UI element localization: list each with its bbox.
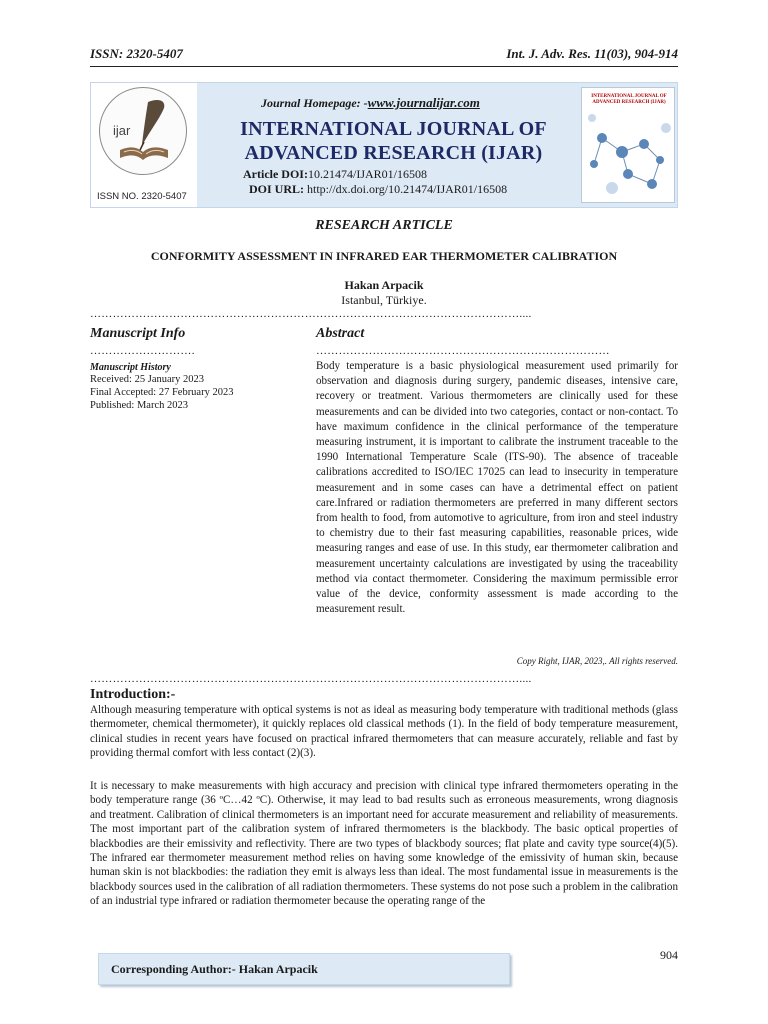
homepage-label: Journal Homepage: -: [261, 96, 368, 110]
issn-header: ISSN: 2320-5407: [90, 46, 183, 61]
manuscript-history-label: Manuscript History: [90, 362, 171, 373]
dotted-separator: ……………………………………………………………………………………………………....: [90, 673, 532, 685]
logo-text: ijar: [113, 123, 131, 138]
author-name: Hakan Arpacik: [344, 278, 424, 292]
copyright-notice: Copy Right, IJAR, 2023,. All rights reserved.: [516, 656, 678, 666]
citation-header: Int. J. Adv. Res. 11(03), 904-914: [506, 46, 678, 61]
author-affiliation: Istanbul, Türkiye.: [341, 293, 427, 307]
history-accepted: Final Accepted: 27 February 2023: [90, 387, 234, 398]
header-rule: [90, 66, 678, 67]
molecule-graphic-icon: [582, 108, 674, 202]
abstract-body: Body temperature is a basic physiological measurement used primarily for observation and diagnosis during surgery, pandemic diseases, intensive care, recovery or treatment. Various thermometers are clinically used for these measurements and can be divided into two categories, contact or non-contact. To have maximum confidence in the clinical performance of the temperature measuring instrument, it is important to calibrate the instrument traceable to the 1990 International Temperature Scale (ITS-90). The absence of traceable calibrations accredited to ISO/IEC 17025 can lead to insecurity in temperature measurement and in some cases can have a detrimental effect on patient care.Infrared or radiation thermometers are preferred in many different sectors from health to food, from automotive to agriculture, from iron and steel industry to chemistry due to their fast measuring capabilities, reasonable prices, wide measuring ranges and ease of use. In this study, ear thermometer calibration and measurement uncertainty calculations are investigated by using the traceability method via contact thermometer. Considering the maximum permissible error value of the device, conformity assessment is made according to the measurement result.: [316, 360, 678, 616]
homepage-link[interactable]: www.journalijar.com: [367, 95, 480, 110]
journal-name-line2: ADVANCED RESEARCH (IJAR): [244, 142, 543, 164]
dotted-separator: ……………………………………………………………………: [316, 345, 610, 357]
logo-issn: ISSN NO. 2320-5407: [97, 191, 187, 202]
doi-label: Article DOI:: [243, 167, 308, 181]
doi-url: [249, 182, 507, 197]
journal-name: [221, 117, 566, 165]
article-doi: [243, 167, 427, 182]
journal-logo: [91, 83, 197, 207]
cover-title: INTERNATIONAL JOURNAL OF ADVANCED RESEARCH (IJAR): [591, 94, 667, 105]
abstract-heading: Abstract: [316, 326, 365, 341]
corresponding-author: Corresponding Author:- Hakan Arpacik: [111, 962, 318, 976]
article-title: CONFORMITY ASSESSMENT IN INFRARED EAR THERMOMETER CALIBRATION: [150, 249, 618, 263]
dotted-separator: ……………………….: [90, 345, 195, 357]
introduction-heading: Introduction:-: [90, 687, 176, 702]
page-number: 904: [660, 948, 678, 962]
url-value[interactable]: http://dx.doi.org/10.21474/IJAR01/16508: [307, 182, 508, 196]
corresponding-author-box: [98, 953, 510, 985]
history-published: Published: March 2023: [90, 400, 188, 411]
manuscript-info-heading: Manuscript Info: [90, 326, 186, 341]
introduction-paragraph: It is necessary to make measurements with high accuracy and precision with clinical type infrared thermometers operating in the body temperature range (36 ºC…42 ºC). Otherwise, it may lead to bad results such as erroneous measurements, wrong diagnosis and treatment. Calibration of clinical thermometers is an important need for accurate measurement and reliability of measurements. The most important part of the calibration system of infrared thermometers is the blackbody. The basic optical properties of blackbodies are their emissivity and reflectivity. There are two types of blackbody sources; flat plate and cavity type source(4)(5). The infrared ear thermometer measurement method relies on having some knowledge of the emissivity of human skin, because human skin is not blackbodies: the radiation they emit is always less than ideal. The most fundamental issue in measurements is the blackbody sources used in the calibration of all radiation thermometers. These systems do not pose such a problem in the calibration of an industrial type infrared or radiation thermometer because the operating range of the: [90, 780, 678, 908]
dotted-separator: ……………………………………………………………………………………………………....: [90, 308, 532, 320]
url-label: DOI URL:: [249, 182, 305, 196]
history-received: Received: 25 January 2023: [90, 374, 205, 385]
journal-name-line1: INTERNATIONAL JOURNAL OF: [240, 118, 547, 140]
journal-cover-thumbnail: [581, 87, 675, 203]
section-type: RESEARCH ARTICLE: [315, 218, 453, 233]
introduction-paragraph: Although measuring temperature with optical systems is not as ideal as measuring body temperature with traditional methods (glass thermometer, chemical thermometer), it quickly replaces old classical methods (1). In the field of body temperature measurement, clinical studies in recent years have focused on practical infrared thermometers that can measure accurately, reliable and fast by providing thermal comfort with less contact (2)(3).: [90, 704, 678, 760]
journal-banner: [90, 82, 678, 208]
doi-value[interactable]: 10.21474/IJAR01/16508: [307, 167, 427, 181]
journal-homepage: [261, 95, 480, 111]
